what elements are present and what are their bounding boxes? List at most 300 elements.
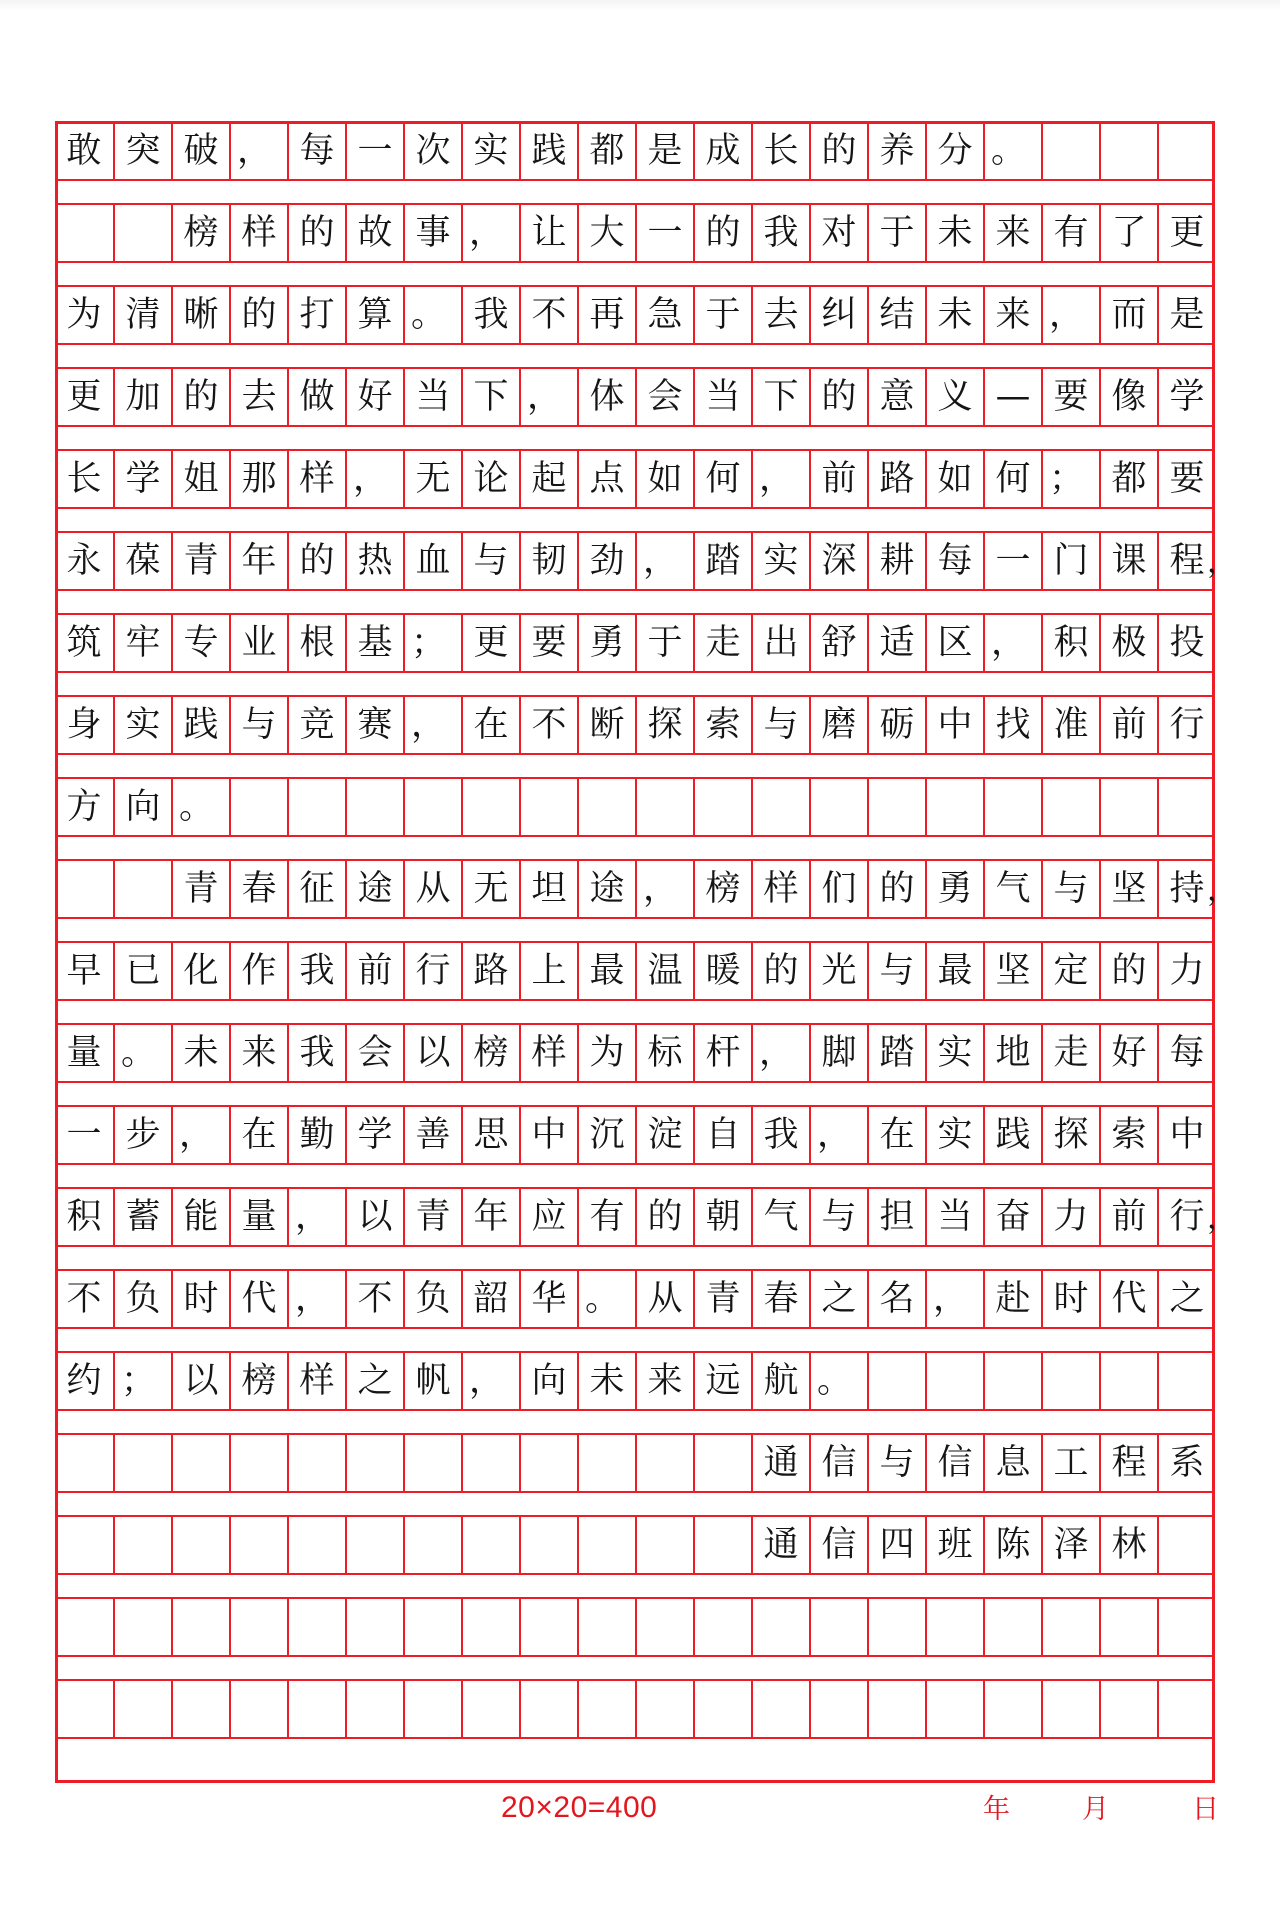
grid-cell: 勇 xyxy=(577,615,635,671)
manuscript-grid xyxy=(55,121,1237,1783)
grid-cell: 脚 xyxy=(809,1025,867,1081)
grid-row xyxy=(55,1597,1215,1657)
grid-cell-empty xyxy=(403,779,461,835)
grid-cell: 于 xyxy=(867,205,925,261)
grid-cell: 无 xyxy=(461,861,519,917)
grid-cell: 光 xyxy=(809,943,867,999)
grid-cell: 们 xyxy=(809,861,867,917)
grid-cell: 行 xyxy=(403,943,461,999)
grid-cell: 的 xyxy=(287,533,345,589)
grid-cell-empty xyxy=(287,1599,345,1655)
grid-cell-empty xyxy=(1099,123,1157,179)
grid-cell-empty xyxy=(55,1681,113,1737)
grid-row xyxy=(55,203,1215,263)
grid-cell: 程 xyxy=(1099,1435,1157,1491)
grid-cell: 泽 xyxy=(1041,1517,1099,1573)
grid-cell: ， xyxy=(403,697,461,753)
grid-cell: 基 xyxy=(345,615,403,671)
grid-cell: 勇 xyxy=(925,861,983,917)
grid-row xyxy=(55,941,1215,1001)
grid-cell-empty xyxy=(577,1681,635,1737)
grid-cell: 以 xyxy=(345,1189,403,1245)
grid-cell: 力 xyxy=(1041,1189,1099,1245)
grid-cell: 我 xyxy=(287,943,345,999)
grid-cell: 通 xyxy=(751,1517,809,1573)
grid-cell: 起 xyxy=(519,451,577,507)
grid-cell: 从 xyxy=(635,1271,693,1327)
grid-cell-empty xyxy=(171,1435,229,1491)
grid-cell: 深 xyxy=(809,533,867,589)
grid-cell: 学 xyxy=(345,1107,403,1163)
grid-cell-empty xyxy=(925,1681,983,1737)
grid-cell: 地 xyxy=(983,1025,1041,1081)
grid-cell-empty xyxy=(1099,1599,1157,1655)
grid-cell: ； xyxy=(1041,451,1099,507)
grid-cell: 的 xyxy=(809,123,867,179)
grid-row xyxy=(55,285,1215,345)
grid-cell: 青 xyxy=(171,861,229,917)
grid-cell: 踏 xyxy=(867,1025,925,1081)
grid-cell: 会 xyxy=(345,1025,403,1081)
grid-cell-empty xyxy=(113,205,171,261)
grid-cell: ， xyxy=(809,1107,867,1163)
grid-cell: 磨 xyxy=(809,697,867,753)
grid-cell-empty xyxy=(983,1681,1041,1737)
grid-cell-empty xyxy=(519,779,577,835)
grid-cell: 担 xyxy=(867,1189,925,1245)
grid-cell: 四 xyxy=(867,1517,925,1573)
grid-cell: 极 xyxy=(1099,615,1157,671)
grid-cell: 我 xyxy=(461,287,519,343)
grid-cell: 践 xyxy=(983,1107,1041,1163)
grid-cell: 牢 xyxy=(113,615,171,671)
grid-cell-empty xyxy=(1157,1681,1215,1737)
grid-cell: 加 xyxy=(113,369,171,425)
grid-cell-empty xyxy=(461,779,519,835)
grid-row xyxy=(55,695,1215,755)
grid-cell: 舒 xyxy=(809,615,867,671)
grid-cell: 何 xyxy=(693,451,751,507)
grid-cell: ， xyxy=(519,369,577,425)
grid-cell-empty xyxy=(229,779,287,835)
grid-cell: 每 xyxy=(287,123,345,179)
grid-cell: 榜 xyxy=(693,861,751,917)
grid-cell-empty xyxy=(1041,1681,1099,1737)
grid-cell-empty xyxy=(693,1435,751,1491)
grid-cell-empty xyxy=(287,1681,345,1737)
grid-cell: 在 xyxy=(867,1107,925,1163)
grid-cell: 代 xyxy=(1099,1271,1157,1327)
grid-cell-empty xyxy=(1157,779,1215,835)
grid-cell: 一 xyxy=(345,123,403,179)
grid-cell: 样 xyxy=(751,861,809,917)
grid-cell: 程 xyxy=(1157,533,1215,589)
grid-cell: 不 xyxy=(345,1271,403,1327)
grid-cell: 春 xyxy=(751,1271,809,1327)
grid-cell: 淀 xyxy=(635,1107,693,1163)
grid-cell: 每 xyxy=(1157,1025,1215,1081)
grid-cell-empty xyxy=(519,1599,577,1655)
grid-cell-empty xyxy=(867,1353,925,1409)
grid-cell-empty xyxy=(635,1435,693,1491)
grid-cell-empty xyxy=(693,779,751,835)
grid-cell: 。 xyxy=(171,779,229,835)
grid-cell-empty xyxy=(1157,1599,1215,1655)
grid-cell: 中 xyxy=(519,1107,577,1163)
grid-cell: 与 xyxy=(867,1435,925,1491)
grid-cell: 积 xyxy=(1041,615,1099,671)
grid-cell: 何 xyxy=(983,451,1041,507)
grid-cell-empty xyxy=(925,779,983,835)
grid-cell: 要 xyxy=(1041,369,1099,425)
grid-cell: 当 xyxy=(925,1189,983,1245)
grid-cell-empty xyxy=(577,1435,635,1491)
grid-cell: 前 xyxy=(1099,1189,1157,1245)
grid-cell: 次 xyxy=(403,123,461,179)
grid-row xyxy=(55,777,1215,837)
grid-cell: 下 xyxy=(751,369,809,425)
grid-cell: ， xyxy=(983,615,1041,671)
grid-cell: 行 xyxy=(1157,697,1215,753)
grid-cell: 赴 xyxy=(983,1271,1041,1327)
grid-cell: 事 xyxy=(403,205,461,261)
grid-cell-empty xyxy=(1099,1353,1157,1409)
grid-cell: 为 xyxy=(577,1025,635,1081)
grid-cell: 出 xyxy=(751,615,809,671)
grid-cell-empty xyxy=(229,1681,287,1737)
grid-cell: 破 xyxy=(171,123,229,179)
grid-cell: 中 xyxy=(1157,1107,1215,1163)
grid-cell-empty xyxy=(229,1517,287,1573)
grid-cell: 朝 xyxy=(693,1189,751,1245)
grid-cell-empty xyxy=(461,1517,519,1573)
grid-cell: 年 xyxy=(461,1189,519,1245)
margin-punctuation: ， xyxy=(1207,1201,1237,1236)
grid-cell: 早 xyxy=(66,951,102,991)
grid-row xyxy=(55,1269,1215,1329)
grid-cell-empty xyxy=(693,1681,751,1737)
grid-cell-empty xyxy=(867,779,925,835)
grid-cell-empty xyxy=(403,1599,461,1655)
grid-cell: 坚 xyxy=(1099,861,1157,917)
grid-row xyxy=(55,121,1215,181)
grid-cell: 意 xyxy=(867,369,925,425)
grid-cell: 实 xyxy=(113,697,171,753)
grid-cell: 青 xyxy=(403,1189,461,1245)
grid-cell: 坚 xyxy=(983,943,1041,999)
grid-cell: 。 xyxy=(809,1353,867,1409)
grid-cell-empty xyxy=(171,1681,229,1737)
grid-cell-empty xyxy=(403,1681,461,1737)
grid-row xyxy=(55,859,1237,919)
grid-cell: 榜 xyxy=(229,1353,287,1409)
grid-cell: 路 xyxy=(461,943,519,999)
grid-cell: 体 xyxy=(577,369,635,425)
grid-cell: 身 xyxy=(66,705,102,745)
grid-cell: 更 xyxy=(461,615,519,671)
grid-cell: 于 xyxy=(693,287,751,343)
grid-cell: ； xyxy=(403,615,461,671)
grid-cell: 踏 xyxy=(693,533,751,589)
grid-cell: 能 xyxy=(171,1189,229,1245)
grid-cell: 学 xyxy=(113,451,171,507)
grid-cell: ， xyxy=(287,1189,345,1245)
grid-cell: 思 xyxy=(461,1107,519,1163)
grid-cell: 负 xyxy=(403,1271,461,1327)
grid-cell-empty xyxy=(809,1681,867,1737)
grid-cell: 气 xyxy=(751,1189,809,1245)
grid-cell: 好 xyxy=(1099,1025,1157,1081)
grid-cell: 再 xyxy=(577,287,635,343)
grid-cell: 根 xyxy=(287,615,345,671)
grid-cell: 如 xyxy=(925,451,983,507)
grid-cell: 名 xyxy=(867,1271,925,1327)
page-top-shade xyxy=(0,0,1280,10)
grid-cell: 时 xyxy=(171,1271,229,1327)
grid-cell: 准 xyxy=(1041,697,1099,753)
grid-cell: 以 xyxy=(171,1353,229,1409)
grid-cell-empty xyxy=(229,1599,287,1655)
grid-cell: 来 xyxy=(983,287,1041,343)
grid-cell-empty xyxy=(577,1599,635,1655)
grid-row xyxy=(55,1433,1215,1493)
grid-cell: 与 xyxy=(461,533,519,589)
grid-cell-empty xyxy=(113,861,171,917)
grid-cell: 样 xyxy=(229,205,287,261)
grid-cell: 纠 xyxy=(809,287,867,343)
grid-cell-empty xyxy=(1157,1353,1215,1409)
grid-cell: 葆 xyxy=(113,533,171,589)
grid-cell: 实 xyxy=(925,1025,983,1081)
grid-cell-empty xyxy=(461,1435,519,1491)
grid-cell: 暖 xyxy=(693,943,751,999)
grid-cell: ， xyxy=(635,861,693,917)
grid-cell: 善 xyxy=(403,1107,461,1163)
grid-cell: ， xyxy=(751,1025,809,1081)
grid-cell-empty xyxy=(1157,123,1215,179)
grid-cell-empty xyxy=(867,1681,925,1737)
grid-cell: 信 xyxy=(809,1435,867,1491)
grid-cell: 气 xyxy=(983,861,1041,917)
grid-cell-empty xyxy=(809,779,867,835)
grid-cell: ； xyxy=(113,1353,171,1409)
grid-cell: 远 xyxy=(693,1353,751,1409)
grid-cell: 帆 xyxy=(403,1353,461,1409)
grid-cell: ， xyxy=(1041,287,1099,343)
grid-cell: 。 xyxy=(113,1025,171,1081)
grid-cell: 来 xyxy=(635,1353,693,1409)
grid-cell-empty xyxy=(287,1435,345,1491)
grid-cell: 。 xyxy=(577,1271,635,1327)
grid-cell: 青 xyxy=(171,533,229,589)
grid-cell: 都 xyxy=(577,123,635,179)
grid-cell: 算 xyxy=(345,287,403,343)
grid-cell-empty xyxy=(55,205,113,261)
grid-cell-empty xyxy=(113,1517,171,1573)
grid-cell: ， xyxy=(229,123,287,179)
grid-cell: 前 xyxy=(1099,697,1157,753)
grid-cell: 不 xyxy=(519,697,577,753)
grid-cell: 与 xyxy=(751,697,809,753)
grid-cell: 会 xyxy=(635,369,693,425)
grid-cell: 的 xyxy=(751,943,809,999)
grid-cell: 自 xyxy=(693,1107,751,1163)
grid-cell: 信 xyxy=(809,1517,867,1573)
grid-cell: 与 xyxy=(1041,861,1099,917)
grid-cell: 课 xyxy=(1099,533,1157,589)
grid-cell: 分 xyxy=(925,123,983,179)
grid-cell: 每 xyxy=(925,533,983,589)
grid-cell: 力 xyxy=(1157,943,1215,999)
grid-cell-empty xyxy=(983,1599,1041,1655)
grid-cell-empty xyxy=(55,1435,113,1491)
grid-cell: 我 xyxy=(751,1107,809,1163)
grid-cell: 之 xyxy=(1157,1271,1215,1327)
grid-cell: 要 xyxy=(519,615,577,671)
grid-cell: — xyxy=(983,369,1041,425)
grid-cell: 有 xyxy=(1041,205,1099,261)
grid-cell: 之 xyxy=(809,1271,867,1327)
grid-cell: 积 xyxy=(66,1197,102,1237)
grid-cell: 一 xyxy=(983,533,1041,589)
grid-cell: 华 xyxy=(519,1271,577,1327)
grid-cell: 投 xyxy=(1157,615,1215,671)
grid-cell: 热 xyxy=(345,533,403,589)
grid-cell-empty xyxy=(577,779,635,835)
grid-cell: 前 xyxy=(345,943,403,999)
grid-row xyxy=(55,1351,1215,1411)
grid-cell: ， xyxy=(925,1271,983,1327)
grid-cell-empty xyxy=(55,861,113,917)
grid-cell-empty xyxy=(171,1599,229,1655)
grid-cell: 劲 xyxy=(577,533,635,589)
grid-cell-empty xyxy=(345,779,403,835)
grid-cell: 从 xyxy=(403,861,461,917)
grid-cell-empty xyxy=(1157,1517,1215,1573)
grid-cell: 应 xyxy=(519,1189,577,1245)
grid-cell: 向 xyxy=(113,779,171,835)
grid-cell: 实 xyxy=(751,533,809,589)
grid-cell: 当 xyxy=(403,369,461,425)
grid-cell: ， xyxy=(635,533,693,589)
grid-cell: 我 xyxy=(287,1025,345,1081)
grid-cell-empty xyxy=(55,1599,113,1655)
grid-cell-empty xyxy=(577,1517,635,1573)
grid-cell: 作 xyxy=(229,943,287,999)
grid-cell-empty xyxy=(1041,1353,1099,1409)
grid-cell: 信 xyxy=(925,1435,983,1491)
grid-cell: 系 xyxy=(1157,1435,1215,1491)
grid-cell: 找 xyxy=(983,697,1041,753)
grid-cell: 探 xyxy=(1041,1107,1099,1163)
grid-cell: 好 xyxy=(345,369,403,425)
grid-cell: 约 xyxy=(66,1361,102,1401)
grid-cell: 突 xyxy=(113,123,171,179)
grid-row xyxy=(55,1679,1215,1739)
grid-cell: 不 xyxy=(519,287,577,343)
grid-cell: 在 xyxy=(461,697,519,753)
grid-row xyxy=(55,1023,1215,1083)
grid-row xyxy=(55,531,1237,591)
grid-cell-empty xyxy=(693,1599,751,1655)
grid-cell: ， xyxy=(287,1271,345,1327)
grid-cell: 榜 xyxy=(461,1025,519,1081)
grid-cell: 样 xyxy=(287,451,345,507)
grid-cell: 更 xyxy=(66,377,102,417)
grid-cell: 最 xyxy=(925,943,983,999)
grid-cell: 像 xyxy=(1099,369,1157,425)
grid-cell-empty xyxy=(55,1517,113,1573)
grid-cell: 义 xyxy=(925,369,983,425)
grid-cell: 论 xyxy=(461,451,519,507)
grid-cell: 的 xyxy=(287,205,345,261)
grid-cell: 的 xyxy=(867,861,925,917)
grid-cell: 我 xyxy=(751,205,809,261)
grid-cell-empty xyxy=(809,1599,867,1655)
grid-cell-empty xyxy=(287,1517,345,1573)
grid-cell: 时 xyxy=(1041,1271,1099,1327)
grid-cell: 门 xyxy=(1041,533,1099,589)
grid-cell: 来 xyxy=(983,205,1041,261)
grid-cell: 蓄 xyxy=(113,1189,171,1245)
grid-cell-empty xyxy=(229,1435,287,1491)
grid-cell: 沉 xyxy=(577,1107,635,1163)
grid-cell: 而 xyxy=(1099,287,1157,343)
grid-cell: 未 xyxy=(577,1353,635,1409)
grid-cell: 于 xyxy=(635,615,693,671)
grid-cell: 温 xyxy=(635,943,693,999)
grid-cell: 林 xyxy=(1099,1517,1157,1573)
grid-cell: 有 xyxy=(577,1189,635,1245)
grid-cell-empty xyxy=(635,1681,693,1737)
date-day-label: 日 xyxy=(1192,1794,1219,1825)
grid-cell: 定 xyxy=(1041,943,1099,999)
grid-cell: 中 xyxy=(925,697,983,753)
grid-cell-empty xyxy=(983,779,1041,835)
grid-cell: 让 xyxy=(519,205,577,261)
grid-cell: 业 xyxy=(229,615,287,671)
grid-cell: 去 xyxy=(229,369,287,425)
grid-cell: 来 xyxy=(229,1025,287,1081)
grid-cell: 的 xyxy=(229,287,287,343)
grid-cell: 标 xyxy=(635,1025,693,1081)
grid-cell: 打 xyxy=(287,287,345,343)
grid-cell: 与 xyxy=(809,1189,867,1245)
grid-cell: 为 xyxy=(66,295,102,335)
grid-cell: ， xyxy=(171,1107,229,1163)
grid-cell-empty xyxy=(693,1517,751,1573)
grid-row xyxy=(55,613,1215,673)
grid-cell: 走 xyxy=(693,615,751,671)
grid-cell-empty xyxy=(345,1599,403,1655)
grid-cell: 下 xyxy=(461,369,519,425)
grid-cell: 学 xyxy=(1157,369,1215,425)
grid-cell: 做 xyxy=(287,369,345,425)
grid-cell: 在 xyxy=(229,1107,287,1163)
grid-cell: 是 xyxy=(1157,287,1215,343)
grid-cell: 断 xyxy=(577,697,635,753)
grid-cell: 坦 xyxy=(519,861,577,917)
grid-cell: 无 xyxy=(403,451,461,507)
grid-cell: ， xyxy=(345,451,403,507)
grid-cell: 对 xyxy=(809,205,867,261)
grid-cell: 样 xyxy=(287,1353,345,1409)
grid-cell: 韧 xyxy=(519,533,577,589)
grid-cell: 践 xyxy=(171,697,229,753)
grid-cell: 不 xyxy=(66,1279,102,1319)
grid-cell-empty xyxy=(113,1599,171,1655)
grid-cell: 航 xyxy=(751,1353,809,1409)
